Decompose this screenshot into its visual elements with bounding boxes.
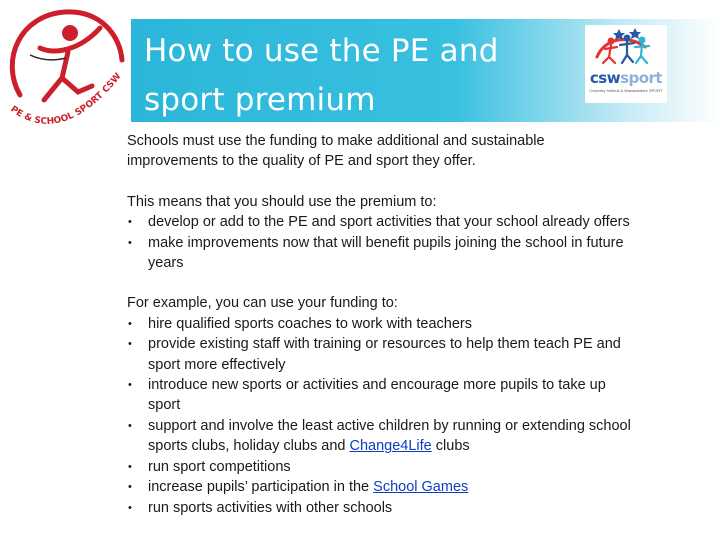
intro-line-2: improvements to the quality of PE and sport they offer. (127, 153, 476, 170)
list-item-text: support and involve the least active children by running or extending school (148, 417, 631, 434)
list-item (127, 457, 719, 477)
list-item-text: increase pupils’ participation in the (148, 479, 374, 496)
bullet-icon: • (128, 419, 132, 432)
title-line-1: How to use the PE and (144, 33, 499, 69)
csw-wordmark (585, 69, 667, 87)
list-item (127, 498, 719, 518)
school-games-link[interactable]: School Games (373, 479, 469, 496)
list-item (127, 314, 719, 334)
list-item-text: introduce new sports or activities and encourage more pupils to take up (148, 377, 606, 394)
intro-paragraph (127, 131, 719, 172)
body-content (127, 131, 719, 518)
csw-sport-logo (585, 25, 667, 103)
bullet-icon: • (128, 379, 132, 392)
premium-use-lead: This means that you should use the premium to: (127, 193, 437, 210)
bullet-icon: • (128, 501, 132, 514)
bullet-icon: • (128, 338, 132, 351)
bullet-icon: • (128, 236, 132, 249)
bullet-icon: • (128, 481, 132, 494)
change4life-link[interactable]: Change4Life (349, 438, 432, 455)
list-item-text-cont: clubs (431, 438, 470, 455)
list-item (127, 375, 719, 416)
csw-wordmark-csw: csw (589, 69, 621, 87)
logo-arc-text: PE & SCHOOL SPORT CSW (8, 71, 124, 128)
list-item-text: run sport competitions (148, 458, 291, 475)
intro-line-1: Schools must use the funding to make additional and sustainable (127, 133, 545, 149)
pe-school-sport-logo (0, 0, 135, 138)
list-item-text-cont: sports clubs, holiday clubs and (148, 438, 350, 455)
page-title (144, 27, 564, 125)
bullet-icon: • (128, 216, 132, 229)
csw-tagline: Coventry Solihull & Warwickshire SPORT (589, 88, 663, 93)
premium-use-list (127, 212, 719, 273)
list-item (127, 416, 719, 457)
list-item (127, 212, 719, 232)
list-item-text: make improvements now that will benefit pupils joining the school in future (148, 234, 624, 251)
bullet-icon: • (128, 460, 132, 473)
spacer (127, 172, 719, 192)
list-item-text-cont: sport more effectively (148, 356, 286, 373)
bullet-icon: • (128, 317, 132, 330)
figure-head-icon (62, 25, 78, 41)
list-item-text: hire qualified sports coaches to work with teachers (148, 315, 472, 332)
figure-leg-icon (62, 78, 92, 92)
list-item-text: provide existing staff with training or resources to help them teach PE and (148, 336, 621, 353)
list-item (127, 477, 719, 497)
list-item-text: develop or add to the PE and sport activities that your school already offers (148, 214, 630, 231)
list-item (127, 334, 719, 375)
spacer (127, 273, 719, 293)
csw-figures-icon (585, 27, 667, 71)
list-item-text-cont: sport (148, 397, 181, 414)
list-item-text-cont: years (148, 255, 184, 272)
list-item (127, 233, 719, 274)
examples-list (127, 314, 719, 518)
list-item-text: run sports activities with other schools (148, 499, 393, 516)
title-line-2: sport premium (144, 82, 376, 118)
figure-outline-icon (30, 55, 66, 60)
csw-wordmark-sport: sport (620, 69, 663, 87)
examples-lead: For example, you can use your funding to: (127, 295, 398, 312)
